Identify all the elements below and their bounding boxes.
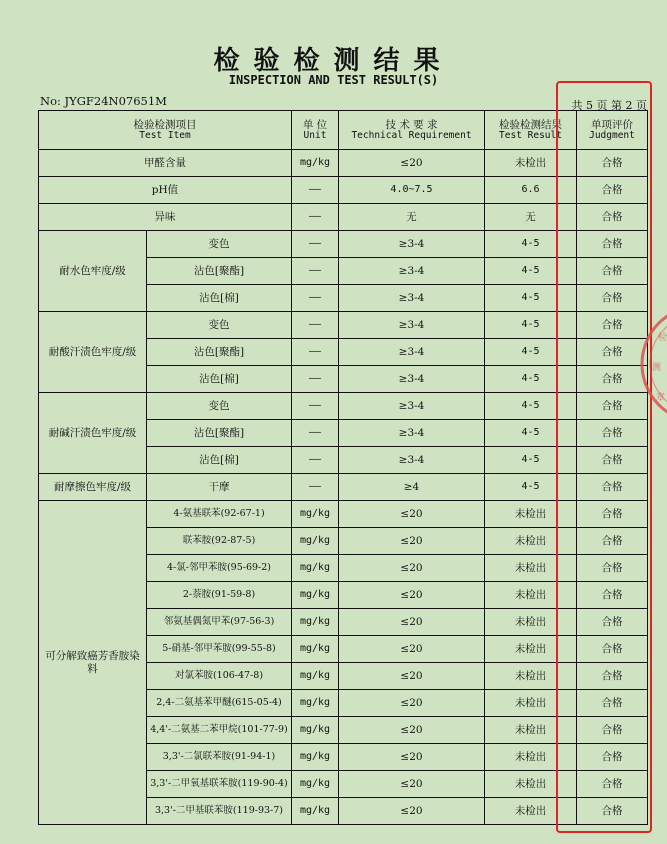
requirement-cell: ≥3-4 — [339, 312, 485, 339]
sub-item-cell: 4-氨基联苯(92-67-1) — [147, 501, 292, 528]
judgment-cell: 合格 — [577, 501, 648, 528]
judgment-cell: 合格 — [577, 339, 648, 366]
header-item — [39, 111, 292, 150]
result-cell: 未检出 — [485, 771, 577, 798]
sub-item-cell: 沾色[聚酯] — [147, 339, 292, 366]
result-cell: 未检出 — [485, 663, 577, 690]
report-subtitle: INSPECTION AND TEST RESULT(S) — [228, 73, 439, 87]
result-cell: 未检出 — [485, 609, 577, 636]
svg-text:章: 章 — [656, 393, 666, 403]
official-seal-icon — [640, 300, 667, 428]
judgment-cell: 合格 — [577, 636, 648, 663]
result-cell: 未检出 — [485, 501, 577, 528]
table-row — [39, 312, 648, 339]
judgment-cell: 合格 — [577, 690, 648, 717]
unit-cell: —— — [292, 393, 339, 420]
group-label: 可分解致癌芳香胺染料 — [39, 501, 147, 825]
unit-cell: mg/kg — [292, 717, 339, 744]
requirement-cell: ≥3-4 — [339, 285, 485, 312]
sub-item-cell: 沾色[棉] — [147, 447, 292, 474]
judgment-cell: 合格 — [577, 204, 648, 231]
item-cell: pH值 — [39, 177, 292, 204]
judgment-cell: 合格 — [577, 663, 648, 690]
requirement-cell: ≤20 — [339, 636, 485, 663]
header-item-en: Test Item — [139, 129, 191, 141]
sub-item-cell: 变色 — [147, 231, 292, 258]
header-result-en: Test Result — [499, 129, 562, 141]
result-cell: 未检出 — [485, 690, 577, 717]
judgment-cell: 合格 — [577, 366, 648, 393]
table-row — [39, 501, 648, 528]
sub-item-cell: 2,4-二氨基苯甲醚(615-05-4) — [147, 690, 292, 717]
report-title: 检验检测结果 — [213, 46, 454, 76]
requirement-cell: ≥4 — [339, 474, 485, 501]
judgment-cell: 合格 — [577, 555, 648, 582]
unit-cell: —— — [292, 258, 339, 285]
requirement-cell: ≥3-4 — [339, 393, 485, 420]
table-row — [39, 393, 648, 420]
group-label: 耐碱汗渍色牢度/级 — [39, 393, 147, 474]
unit-cell: mg/kg — [292, 771, 339, 798]
group-label: 耐摩擦色牢度/级 — [39, 474, 147, 501]
result-cell: 未检出 — [485, 798, 577, 825]
group-label: 耐水色牢度/级 — [39, 231, 147, 312]
result-cell: 4-5 — [485, 420, 577, 447]
result-cell: 未检出 — [485, 582, 577, 609]
sub-item-cell: 3,3'-二甲氧基联苯胺(119-90-4) — [147, 771, 292, 798]
header-item-cn: 检验检测项目 — [133, 118, 197, 131]
header-judgment-en: Judgment — [589, 129, 635, 141]
unit-cell: —— — [292, 285, 339, 312]
table-row — [39, 474, 648, 501]
requirement-cell: ≥3-4 — [339, 447, 485, 474]
judgment-cell: 合格 — [577, 447, 648, 474]
unit-cell: mg/kg — [292, 582, 339, 609]
judgment-cell: 合格 — [577, 798, 648, 825]
judgment-cell: 合格 — [577, 744, 648, 771]
requirement-cell: ≤20 — [339, 528, 485, 555]
sub-item-cell: 变色 — [147, 312, 292, 339]
judgment-cell: 合格 — [577, 609, 648, 636]
result-cell: 4-5 — [485, 339, 577, 366]
requirement-cell: 无 — [339, 204, 485, 231]
result-cell: 未检出 — [485, 717, 577, 744]
sub-item-cell: 干摩 — [147, 474, 292, 501]
requirement-cell: ≤20 — [339, 501, 485, 528]
result-table — [38, 110, 648, 825]
report-number: No: JYGF24N07651M — [40, 94, 167, 108]
judgment-cell: 合格 — [577, 582, 648, 609]
result-cell: 未检出 — [485, 636, 577, 663]
unit-cell: —— — [292, 474, 339, 501]
sub-item-cell: 3,3'-二氯联苯胺(91-94-1) — [147, 744, 292, 771]
result-cell: 4-5 — [485, 258, 577, 285]
header-judgment-cn: 单项评价 — [591, 118, 633, 131]
requirement-cell: ≤20 — [339, 771, 485, 798]
svg-text:检: 检 — [658, 333, 667, 343]
unit-cell: mg/kg — [292, 636, 339, 663]
judgment-cell: 合格 — [577, 177, 648, 204]
result-cell: 未检出 — [485, 528, 577, 555]
result-cell: 未检出 — [485, 555, 577, 582]
header-unit-cn: 单 位 — [302, 118, 328, 131]
result-cell: 4-5 — [485, 285, 577, 312]
sub-item-cell: 3,3'-二甲基联苯胺(119-93-7) — [147, 798, 292, 825]
unit-cell: —— — [292, 231, 339, 258]
sub-item-cell: 邻氨基偶氮甲苯(97-56-3) — [147, 609, 292, 636]
requirement-cell: ≤20 — [339, 690, 485, 717]
requirement-cell: ≤20 — [339, 717, 485, 744]
table-row — [39, 204, 648, 231]
sub-item-cell: 5-硝基-邻甲苯胺(99-55-8) — [147, 636, 292, 663]
sub-item-cell: 2-萘胺(91-59-8) — [147, 582, 292, 609]
result-cell: 未检出 — [485, 150, 577, 177]
judgment-cell: 合格 — [577, 393, 648, 420]
requirement-cell: ≤20 — [339, 798, 485, 825]
requirement-cell: ≤20 — [339, 744, 485, 771]
unit-cell: mg/kg — [292, 150, 339, 177]
requirement-cell: ≤20 — [339, 150, 485, 177]
header-unit — [292, 111, 339, 150]
unit-cell: —— — [292, 312, 339, 339]
item-cell: 甲醛含量 — [39, 150, 292, 177]
header-result — [485, 111, 577, 150]
sub-item-cell: 4,4'-二氨基二苯甲烷(101-77-9) — [147, 717, 292, 744]
judgment-cell: 合格 — [577, 312, 648, 339]
requirement-cell: ≤20 — [339, 609, 485, 636]
header-requirement-en: Technical Requirement — [351, 129, 472, 141]
judgment-cell: 合格 — [577, 717, 648, 744]
judgment-cell: 合格 — [577, 771, 648, 798]
header-judgment — [577, 111, 648, 150]
unit-cell: —— — [292, 339, 339, 366]
requirement-cell: ≥3-4 — [339, 339, 485, 366]
unit-cell: —— — [292, 177, 339, 204]
requirement-cell: ≤20 — [339, 555, 485, 582]
judgment-cell: 合格 — [577, 231, 648, 258]
page-info: 共 5 页 第 2 页 — [571, 99, 647, 112]
result-cell: 4-5 — [485, 231, 577, 258]
group-label: 耐酸汗渍色牢度/级 — [39, 312, 147, 393]
requirement-cell: ≥3-4 — [339, 258, 485, 285]
sub-item-cell: 沾色[聚酯] — [147, 258, 292, 285]
requirement-cell: ≤20 — [339, 582, 485, 609]
result-cell: 4-5 — [485, 366, 577, 393]
judgment-cell: 合格 — [577, 150, 648, 177]
unit-cell: mg/kg — [292, 501, 339, 528]
table-row — [39, 231, 648, 258]
unit-cell: —— — [292, 366, 339, 393]
result-cell: 4-5 — [485, 447, 577, 474]
unit-cell: —— — [292, 204, 339, 231]
judgment-cell: 合格 — [577, 528, 648, 555]
table-row — [39, 150, 648, 177]
item-cell: 异味 — [39, 204, 292, 231]
sub-item-cell: 沾色[棉] — [147, 285, 292, 312]
unit-cell: mg/kg — [292, 690, 339, 717]
unit-cell: —— — [292, 420, 339, 447]
result-cell: 无 — [485, 204, 577, 231]
sub-item-cell: 沾色[棉] — [147, 366, 292, 393]
judgment-cell: 合格 — [577, 285, 648, 312]
sub-item-cell: 4-氯-邻甲苯胺(95-69-2) — [147, 555, 292, 582]
sub-item-cell: 沾色[聚酯] — [147, 420, 292, 447]
unit-cell: mg/kg — [292, 609, 339, 636]
result-cell: 4-5 — [485, 474, 577, 501]
header-requirement — [339, 111, 485, 150]
table-row — [39, 177, 648, 204]
header-unit-en: Unit — [303, 129, 327, 141]
unit-cell: mg/kg — [292, 744, 339, 771]
unit-cell: —— — [292, 447, 339, 474]
requirement-cell: ≥3-4 — [339, 366, 485, 393]
sub-item-cell: 对氯苯胺(106-47-8) — [147, 663, 292, 690]
unit-cell: mg/kg — [292, 663, 339, 690]
judgment-cell: 合格 — [577, 420, 648, 447]
requirement-cell: 4.0~7.5 — [339, 177, 485, 204]
unit-cell: mg/kg — [292, 798, 339, 825]
header-requirement-cn: 技 术 要 求 — [385, 118, 438, 131]
table-header-row — [39, 111, 648, 150]
header-result-cn: 检验检测结果 — [499, 118, 562, 131]
requirement-cell: ≤20 — [339, 663, 485, 690]
judgment-cell: 合格 — [577, 258, 648, 285]
requirement-cell: ≥3-4 — [339, 231, 485, 258]
unit-cell: mg/kg — [292, 528, 339, 555]
judgment-cell: 合格 — [577, 474, 648, 501]
sub-item-cell: 联苯胺(92-87-5) — [147, 528, 292, 555]
result-cell: 6.6 — [485, 177, 577, 204]
unit-cell: mg/kg — [292, 555, 339, 582]
requirement-cell: ≥3-4 — [339, 420, 485, 447]
sub-item-cell: 变色 — [147, 393, 292, 420]
result-cell: 未检出 — [485, 744, 577, 771]
result-cell: 4-5 — [485, 312, 577, 339]
result-cell: 4-5 — [485, 393, 577, 420]
svg-text:测: 测 — [652, 363, 662, 373]
